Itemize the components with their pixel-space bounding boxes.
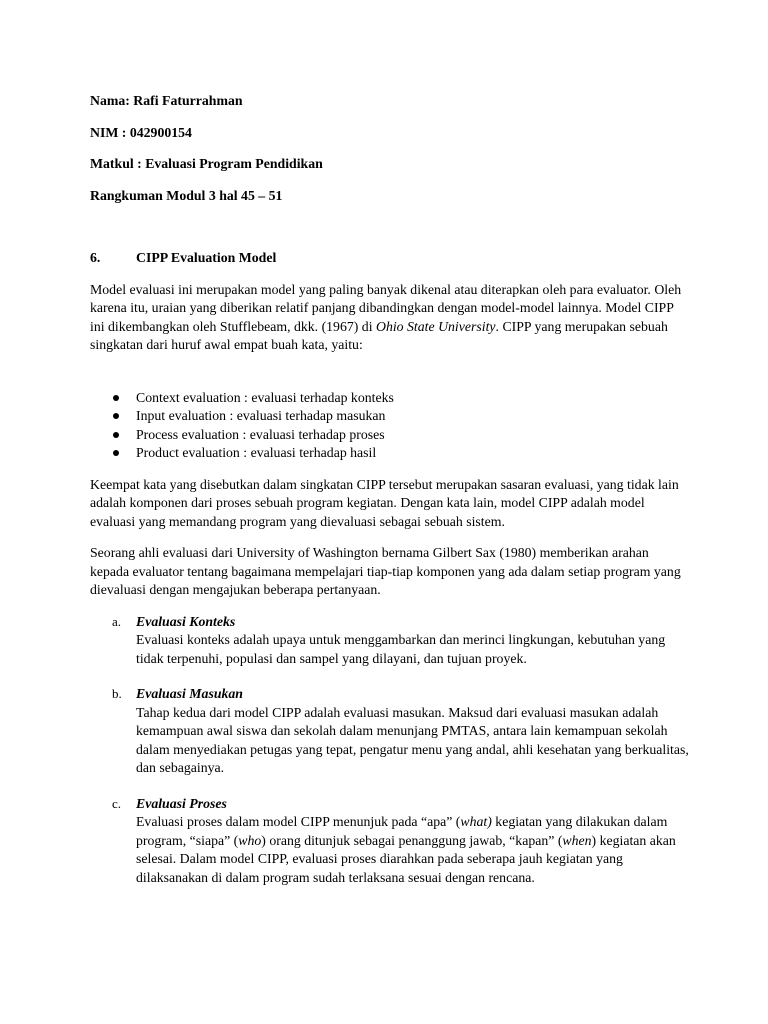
item-context <box>90 613 690 669</box>
bullet-icon <box>113 450 119 456</box>
student-name: Nama: Rafi Faturrahman <box>90 93 243 108</box>
section-heading <box>90 249 690 268</box>
bullet-icon <box>113 413 119 419</box>
bullet-icon <box>113 395 119 401</box>
course-name: Matkul : Evaluasi Program Pendidikan <box>90 156 323 171</box>
list-item: Context evaluation : evaluasi terhadap konteks <box>90 389 690 408</box>
item-letter: c. <box>112 795 122 811</box>
item-process <box>90 795 690 888</box>
item-letter: b. <box>112 686 122 701</box>
item-letter: a. <box>112 613 122 629</box>
item-text: Tahap kedua dari model CIPP adalah evaluasi masukan. Maksud dari evaluasi masukan adalah kemampuan awal siswa dan sekolah dalam menunjang PMTAS, antara lain kemampuan sekolah dalam menyediakan petugas yang tepat, pengatur menu yang andal, ahli kesehatan yang berkualitas, dan sebagainya. <box>136 704 689 775</box>
bullet-icon <box>113 432 119 438</box>
item-input <box>90 685 690 778</box>
intro-text-2: . CIPP yang merupakan sebuah singkatan dari huruf awal empat buah kata, yaitu: <box>90 318 668 352</box>
item-text: Evaluasi konteks adalah upaya untuk menggambarkan dan merinci lingkungan, kebutuhan yang tidak terpenuhi, populasi dan sampel yang dilayani, dan tujuan proyek. <box>136 632 666 666</box>
paragraph-gilbert-sax: Seorang ahli evaluasi dari University of Washington bernama Gilbert Sax (1980) memberikan arahan kepada evaluator tentang bagaimana mempelajari tiap-tiap komponen yang ada dalam setiap program yang dievaluasi dengan mengajukan beberapa pertanyaan. <box>90 545 681 597</box>
intro-italic: Ohio State University <box>375 318 496 334</box>
summary-title: Rangkuman Modul 3 hal 45 – 51 <box>90 187 283 203</box>
document-body <box>90 92 690 904</box>
item-text: Evaluasi proses dalam model CIPP menunjuk pada “apa” (what) kegiatan yang dilakukan dalam program, “siapa” (who) orang ditunjuk sebagai penanggung jawab, “kapan” (when) kegiatan akan selesai. Dalam model CIPP, evaluasi proses diarahkan pada seberapa jauh kegiatan yang dilaksanakan di dalam program sudah terlaksana sesuai dengan rencana. <box>136 814 676 885</box>
cipp-bullet-list <box>90 389 690 463</box>
section-title: CIPP Evaluation Model <box>136 250 277 265</box>
intro-paragraph <box>90 281 690 355</box>
intro-text-1: Model evaluasi ini merupakan model yang paling banyak dikenal atau diterapkan oleh para evaluator. Oleh karena itu, uraian yang diberikan relatif panjang dibandingkan dengan model-model lainnya. Model CIPP ini dikembangkan oleh Stufflebeam, dkk. (1967) di <box>90 281 682 334</box>
list-item: Product evaluation : evaluasi terhadap hasil <box>90 444 690 463</box>
item-title: Evaluasi Proses <box>136 795 227 811</box>
item-title: Evaluasi Masukan <box>136 686 243 701</box>
list-item: Input evaluation : evaluasi terhadap masukan <box>90 407 690 426</box>
item-title: Evaluasi Konteks <box>136 613 236 629</box>
paragraph-components: Keempat kata yang disebutkan dalam singkatan CIPP tersebut merupakan sasaran evaluasi, yang tidak lain adalah komponen dari proses sebuah program kegiatan. Dengan kata lain, model CIPP adalah model evaluasi yang memandang program yang dievaluasi sebagai sebuah sistem. <box>90 476 679 529</box>
student-nim: NIM : 042900154 <box>90 124 192 140</box>
list-item: Process evaluation : evaluasi terhadap proses <box>90 426 690 445</box>
section-number: 6. <box>90 250 101 265</box>
